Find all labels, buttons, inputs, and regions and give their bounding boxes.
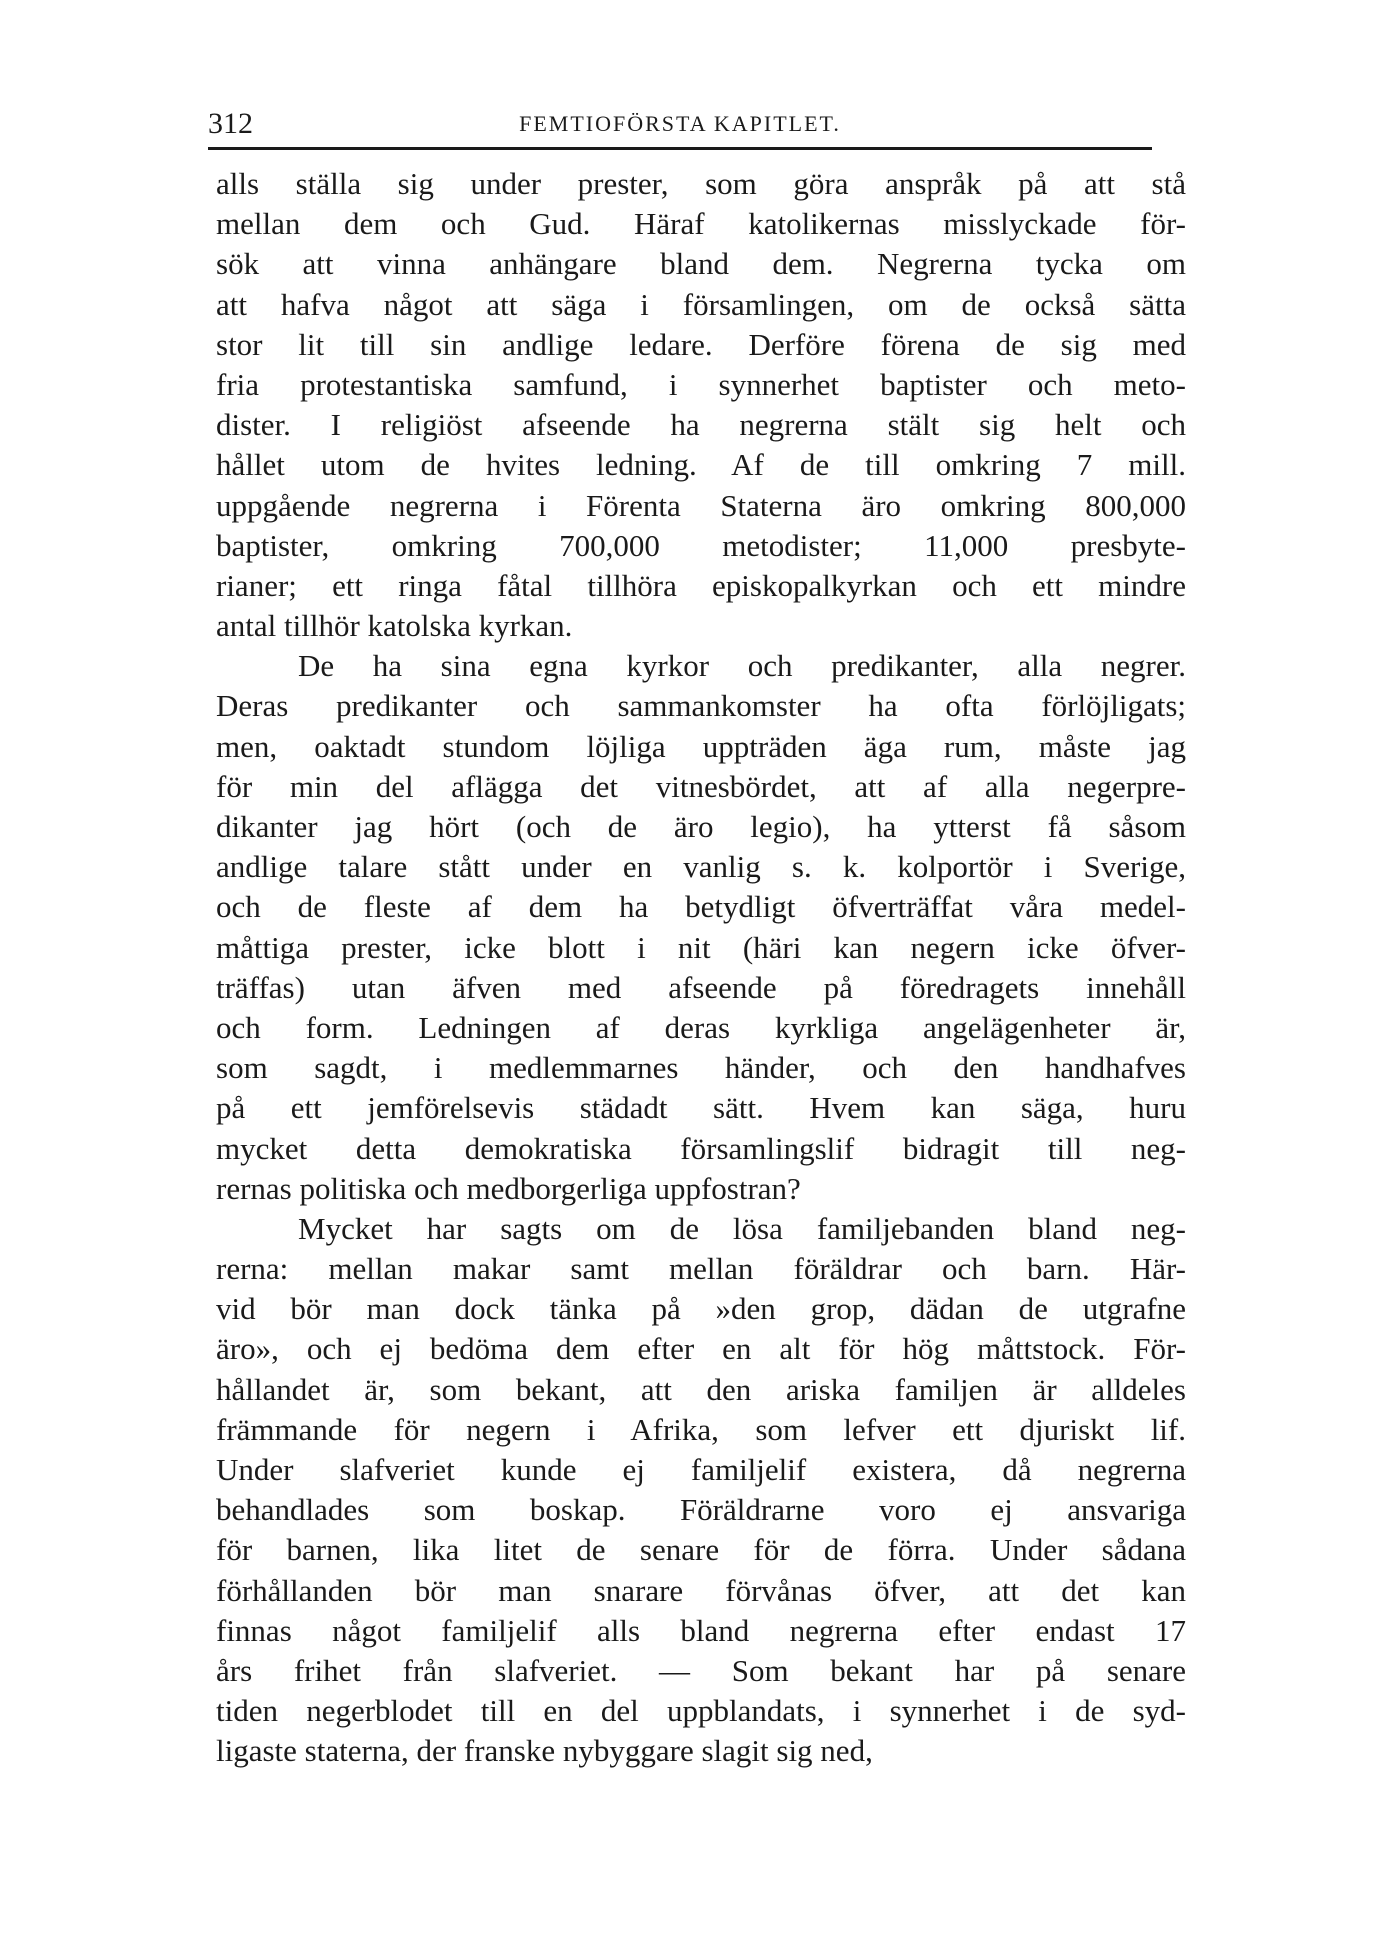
text-line: rerna: mellan makar samt mellan föräldrar och barn. Här- [216, 1251, 1186, 1287]
text-line: Deras predikanter och sammankomster ha ofta förlöjligats; [216, 688, 1186, 724]
text-line: uppgående negrerna i Förenta Staterna äro omkring 800,000 [216, 487, 1186, 523]
text-line: finnas något familjelif alls bland negrerna efter endast 17 [216, 1612, 1186, 1648]
text-line: ligaste staterna, der franske nybyggare slagit sig ned, [216, 1733, 873, 1769]
text-line: att hafva något att säga i församlingen, om de också sätta [216, 286, 1186, 322]
text-line: Mycket har sagts om de lösa familjebanden bland neg- [298, 1210, 1186, 1246]
text-line: baptister, omkring 700,000 metodister; 11,000 presbyte- [216, 527, 1186, 563]
text-line: De ha sina egna kyrkor och predikanter, alla negrer. [298, 648, 1186, 684]
text-line: sök att vinna anhängare bland dem. Negrerna tycka om [216, 246, 1186, 282]
text-line: främmande för negern i Afrika, som lefver ett djuriskt lif. [216, 1411, 1186, 1447]
text-line: mycket detta demokratiska församlingslif bidragit till neg- [216, 1130, 1186, 1166]
chapter-title: FEMTIOFÖRSTA KAPITLET. [519, 111, 841, 136]
paragraph [216, 164, 1186, 646]
text-line: alls ställa sig under prester, som göra anspråk på att stå [216, 166, 1186, 201]
text-line: andlige talare stått under en vanlig s. k. kolportör i Sverige, [216, 849, 1186, 885]
text-line: för barnen, lika litet de senare för de förra. Under sådana [216, 1532, 1186, 1568]
text-line: som sagdt, i medlemmarnes händer, och den handhafves [216, 1050, 1186, 1086]
text-line: träffas) utan äfven med afseende på föredragets innehåll [216, 969, 1186, 1005]
text-line: förhållanden bör man snarare förvånas öfver, att det kan [216, 1572, 1186, 1608]
running-head [208, 104, 1152, 144]
text-line: men, oaktadt stundom löjliga uppträden äga rum, måste jag [216, 728, 1186, 764]
text-line: på ett jemförelsevis städadt sätt. Hvem kan säga, huru [216, 1090, 1186, 1126]
paragraph [216, 1209, 1186, 1772]
text-line: hållet utom de hvites ledning. Af de till omkring 7 mill. [216, 447, 1186, 483]
text-line: behandlades som boskap. Föräldrarne voro ej ansvariga [216, 1492, 1186, 1528]
text-line: vid bör man dock tänka på »den grop, dädan de utgrafne [216, 1291, 1186, 1327]
text-line: Under slafveriet kunde ej familjelif existera, då negrerna [216, 1452, 1186, 1487]
text-line: måttiga prester, icke blott i nit (häri kan negern icke öfver- [216, 929, 1186, 965]
text-line: dister. I religiöst afseende ha negrerna stält sig helt och [216, 407, 1186, 443]
text-line: fria protestantiska samfund, i synnerhet baptister och meto- [216, 366, 1186, 402]
text-line: års frihet från slafveriet. — Som bekant har på senare [216, 1652, 1186, 1688]
paragraph [216, 646, 1186, 1209]
header-rule [208, 147, 1152, 150]
text-line: tiden negerblodet till en del uppblandats, i synnerhet i de syd- [216, 1693, 1186, 1729]
text-line: rernas politiska och medborgerliga uppfostran? [216, 1170, 801, 1206]
text-line: stor lit till sin andlige ledare. Derföre förena de sig med [216, 326, 1186, 362]
text-line: rianer; ett ringa fåtal tillhöra episkopalkyrkan och ett mindre [216, 567, 1186, 603]
text-line: och de fleste af dem ha betydligt öfverträffat våra medel- [216, 889, 1186, 925]
text-line: äro», och ej bedöma dem efter en alt för hög måttstock. För- [216, 1331, 1186, 1367]
text-line: antal tillhör katolska kyrkan. [216, 608, 573, 644]
text-line: hållandet är, som bekant, att den ariska familjen är alldeles [216, 1371, 1186, 1407]
text-line: och form. Ledningen af deras kyrkliga angelägenheter är, [216, 1009, 1186, 1045]
page-number: 312 [208, 107, 253, 140]
text-line: dikanter jag hört (och de äro legio), ha ytterst få såsom [216, 809, 1186, 844]
text-line: för min del aflägga det vitnesbördet, att af alla negerpre- [216, 768, 1186, 804]
text-line: mellan dem och Gud. Häraf katolikernas misslyckade för- [216, 206, 1186, 242]
body-text [216, 164, 1186, 1772]
